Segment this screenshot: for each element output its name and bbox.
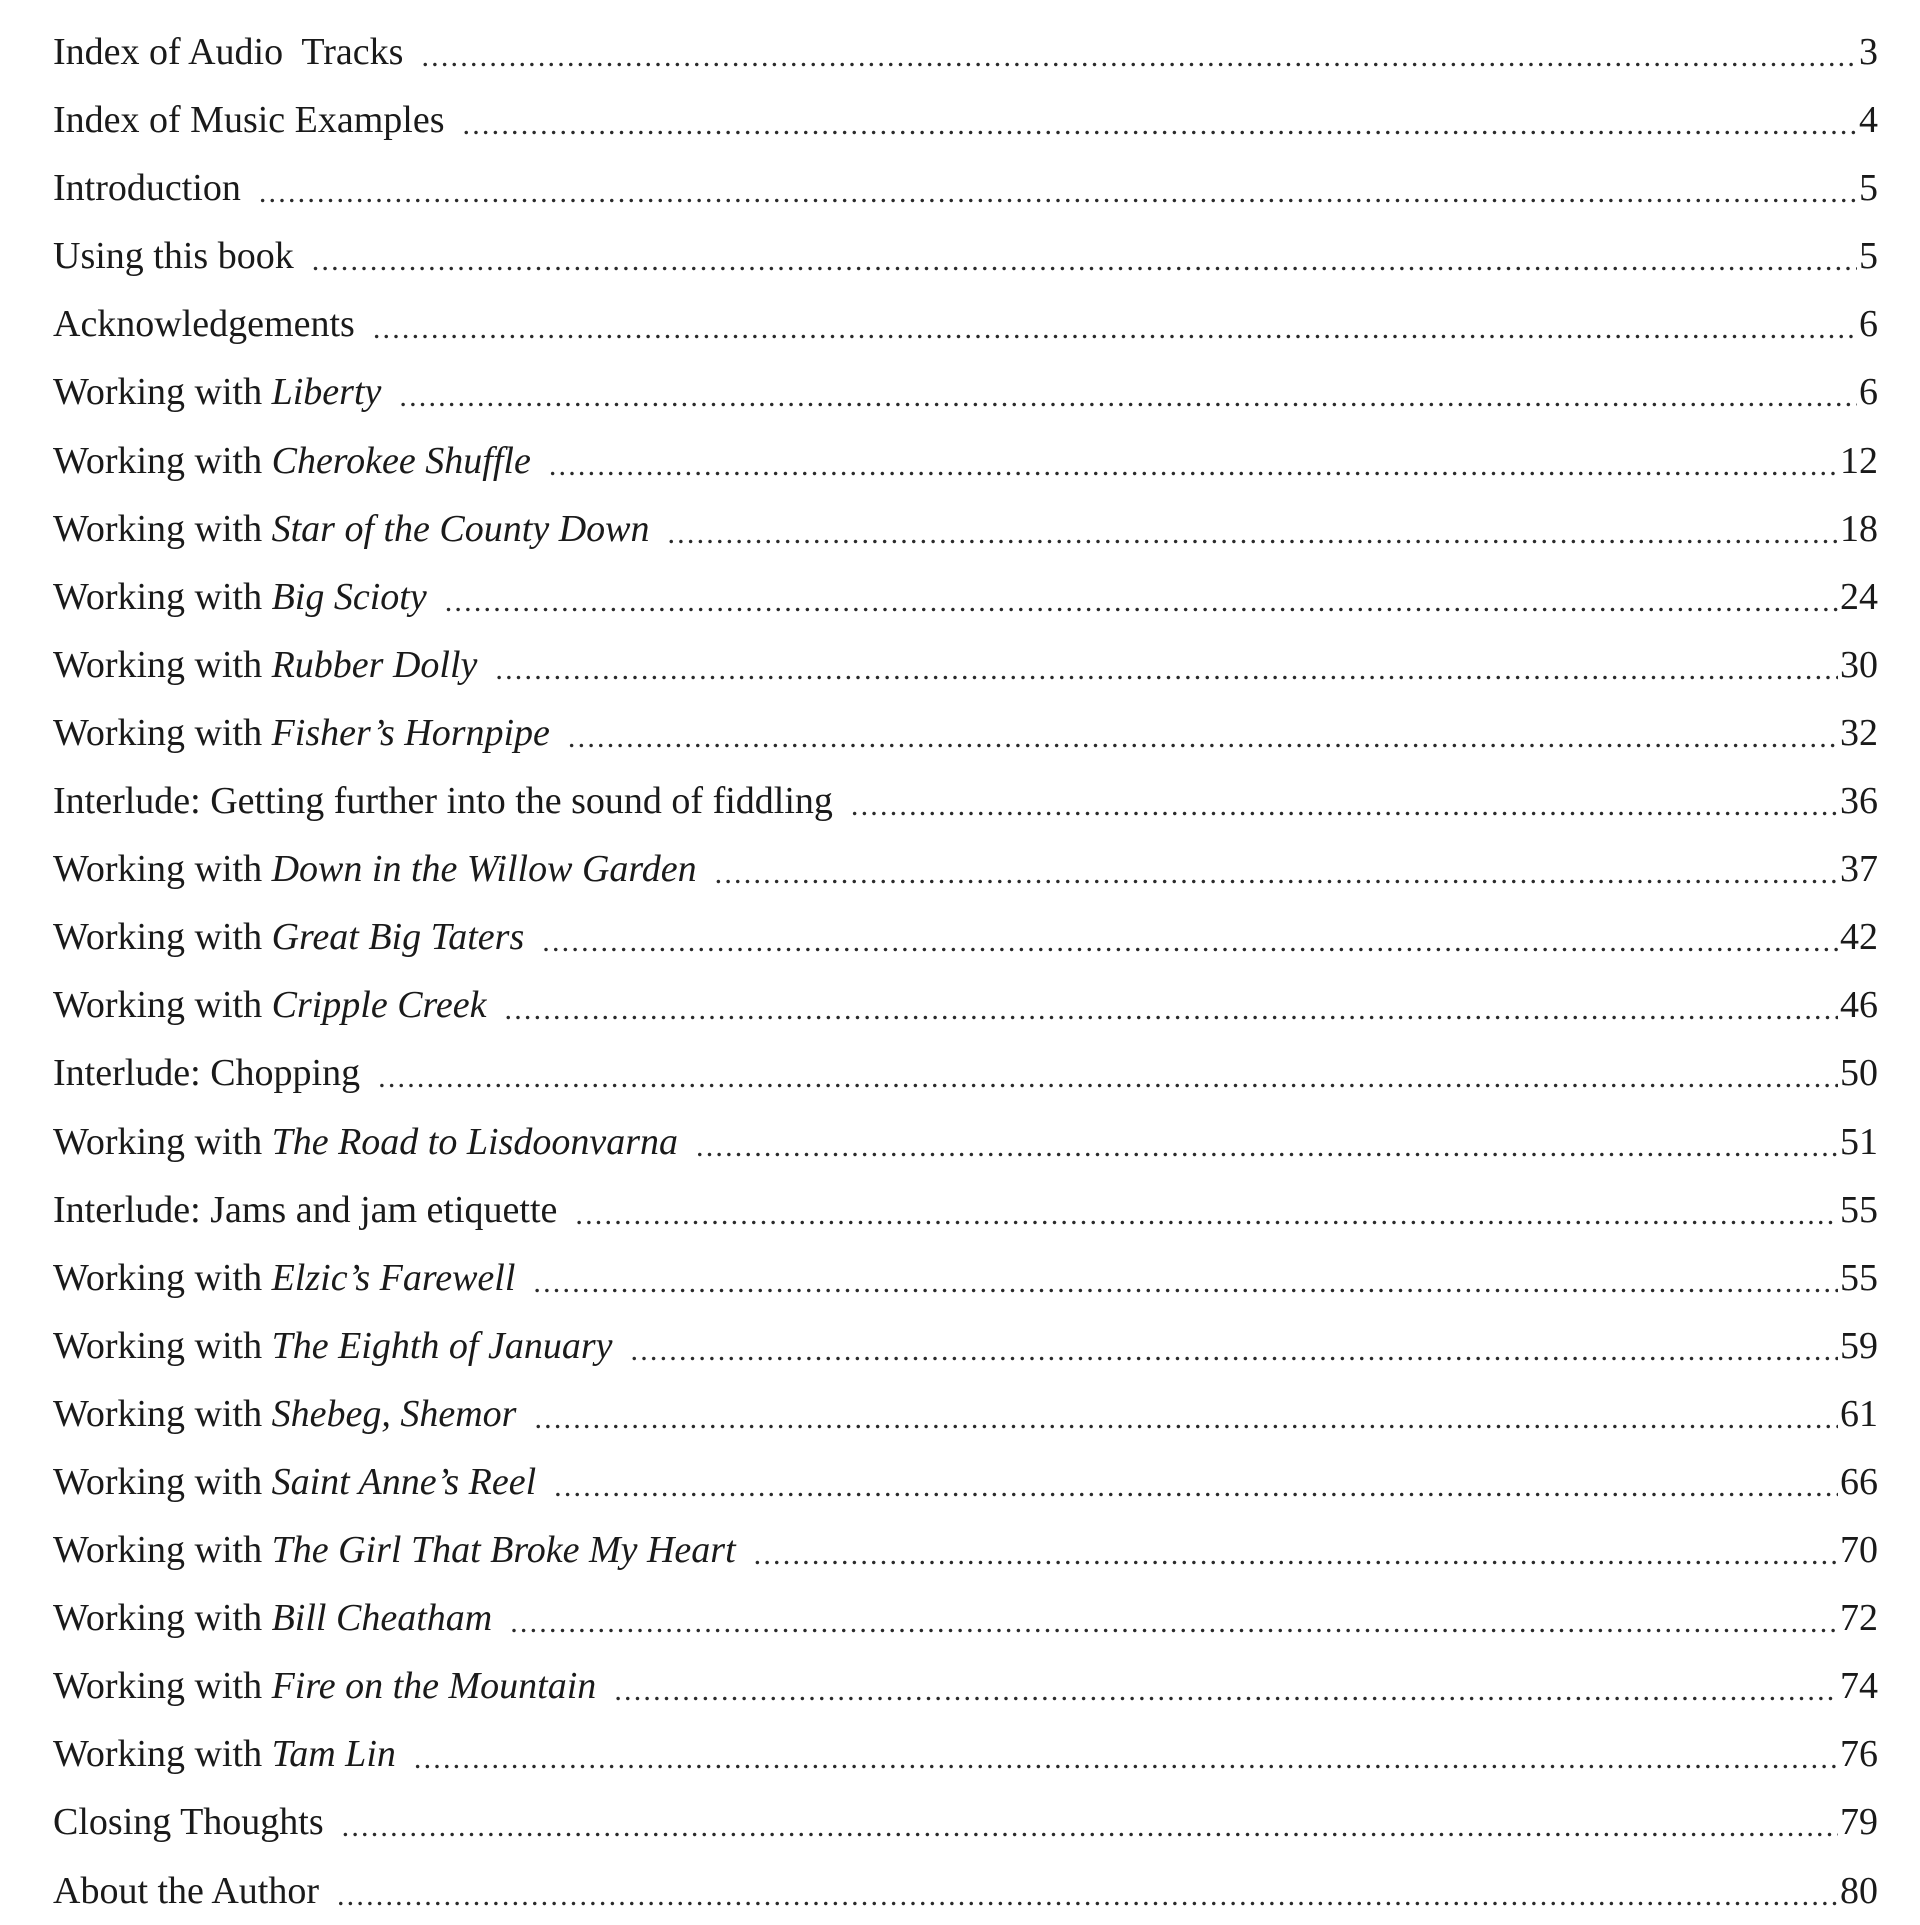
table-of-contents: [0, 18, 1920, 1925]
toc-entry-tune-title: Shebeg, Shemor: [271, 1392, 517, 1435]
toc-entry-title: [53, 167, 245, 210]
dot-leader: [495, 645, 1838, 685]
toc-entry-page-number: 24: [1840, 575, 1878, 618]
toc-entry: [0, 767, 1920, 835]
toc-entry-label: Working with: [53, 1460, 272, 1503]
toc-entry-tune-title: Cripple Creek: [271, 984, 487, 1027]
toc-entry-page-number: 55: [1840, 1188, 1878, 1231]
toc-entry-page-number: 12: [1840, 439, 1878, 482]
toc-row: [53, 835, 1878, 903]
dot-leader: [667, 509, 1838, 549]
dot-leader: [342, 1802, 1838, 1842]
toc-entry-label: Working with: [53, 984, 272, 1027]
toc-row: [53, 86, 1878, 154]
toc-entry: [0, 1857, 1920, 1925]
toc-entry-label: Working with: [53, 1665, 272, 1708]
toc-entry-tune-title: Bill Cheatham: [271, 1597, 493, 1640]
toc-entry-label: Working with: [53, 575, 272, 618]
toc-entry-title: [53, 916, 528, 959]
dot-leader: [533, 1258, 1838, 1298]
toc-entry: [0, 1788, 1920, 1856]
toc-entry: [0, 86, 1920, 154]
toc-entry: [0, 495, 1920, 563]
toc-entry-tune-title: Elzic’s Farewell: [271, 1256, 516, 1299]
toc-entry-title: [53, 1052, 364, 1095]
dot-leader: [614, 1666, 1838, 1706]
toc-entry-tune-title: Great Big Taters: [271, 916, 525, 959]
toc-entry-title: [53, 848, 701, 891]
toc-row: [53, 767, 1878, 835]
toc-entry-tune-title: Cherokee Shuffle: [271, 439, 531, 482]
toc-entry-label: Using this book: [53, 235, 294, 278]
dot-leader: [259, 168, 1857, 208]
toc-row: [53, 358, 1878, 426]
toc-entry-tune-title: Tam Lin: [271, 1733, 396, 1776]
toc-entry-label: Working with: [53, 507, 272, 550]
toc-entry-tune-title: Liberty: [271, 371, 382, 414]
toc-row: [53, 290, 1878, 358]
dot-leader: [312, 236, 1857, 276]
toc-entry-label: Working with: [53, 439, 272, 482]
toc-entry: [0, 903, 1920, 971]
dot-leader: [542, 917, 1838, 957]
dot-leader: [549, 441, 1838, 481]
toc-entry-title: [53, 1597, 496, 1640]
toc-entry: [0, 835, 1920, 903]
toc-entry-page-number: 18: [1840, 507, 1878, 550]
toc-entry: [0, 1244, 1920, 1312]
dot-leader: [696, 1122, 1838, 1162]
toc-entry-tune-title: Saint Anne’s Reel: [271, 1460, 537, 1503]
toc-entry-tune-title: Rubber Dolly: [271, 643, 478, 686]
toc-entry-title: [53, 1733, 400, 1776]
toc-row: [53, 1176, 1878, 1244]
dot-leader: [631, 1326, 1839, 1366]
dot-leader: [463, 100, 1857, 140]
toc-row: [53, 1039, 1878, 1107]
toc-row: [53, 1720, 1878, 1788]
toc-row: [53, 699, 1878, 767]
toc-row: [53, 1516, 1878, 1584]
dot-leader: [575, 1190, 1838, 1230]
toc-entry: [0, 1176, 1920, 1244]
toc-entry-title: [53, 1460, 540, 1503]
toc-entry-page-number: 51: [1840, 1120, 1878, 1163]
toc-entry-label: Index of Audio Tracks: [53, 31, 404, 73]
toc-entry-title: [53, 780, 837, 823]
toc-entry-label: Closing Thoughts: [53, 1801, 324, 1844]
toc-entry-label: Working with: [53, 1529, 272, 1572]
toc-entry-page-number: 3: [1859, 31, 1878, 73]
toc-row: [53, 1788, 1878, 1856]
toc-entry-label: Working with: [53, 1392, 272, 1435]
toc-entry-page-number: 30: [1840, 643, 1878, 686]
toc-entry-page-number: 72: [1840, 1597, 1878, 1640]
toc-entry-page-number: 59: [1840, 1324, 1878, 1367]
toc-entry-page-number: 74: [1840, 1665, 1878, 1708]
toc-entry-page-number: 37: [1840, 848, 1878, 891]
toc-entry-page-number: 36: [1840, 780, 1878, 823]
toc-entry: [0, 1652, 1920, 1720]
toc-entry-title: [53, 711, 554, 754]
toc-entry: [0, 631, 1920, 699]
dot-leader: [754, 1530, 1838, 1570]
toc-entry-label: Working with: [53, 1733, 272, 1776]
toc-entry-title: [53, 439, 535, 482]
toc-entry-label: Working with: [53, 1256, 272, 1299]
toc-row: [53, 1652, 1878, 1720]
toc-entry-label: Working with: [53, 1324, 272, 1367]
toc-entry-label: Working with: [53, 711, 272, 754]
toc-row: [53, 1448, 1878, 1516]
dot-leader: [715, 849, 1838, 889]
toc-row: [53, 971, 1878, 1039]
toc-entry-label: Index of Music Examples: [53, 99, 445, 142]
toc-entry: [0, 154, 1920, 222]
dot-leader: [373, 304, 1857, 344]
toc-entry-title: [53, 1120, 682, 1163]
toc-entry: [0, 427, 1920, 495]
toc-entry-title: [53, 99, 449, 142]
dot-leader: [421, 32, 1857, 72]
toc-entry-page-number: 76: [1840, 1733, 1878, 1776]
toc-entry: [0, 1448, 1920, 1516]
toc-entry-label: Interlude: Jams and jam etiquette: [53, 1188, 558, 1231]
dot-leader: [505, 985, 1838, 1025]
toc-row: [53, 1312, 1878, 1380]
toc-row: [53, 1584, 1878, 1652]
toc-entry-title: [53, 507, 653, 550]
toc-entry-title: [53, 643, 481, 686]
toc-entry-page-number: 61: [1840, 1392, 1878, 1435]
dot-leader: [554, 1462, 1838, 1502]
toc-entry-label: Interlude: Chopping: [53, 1052, 361, 1095]
toc-row: [53, 631, 1878, 699]
toc-entry-page-number: 32: [1840, 711, 1878, 754]
toc-entry: [0, 1720, 1920, 1788]
toc-entry-title: [53, 1529, 740, 1572]
toc-entry-tune-title: The Girl That Broke My Heart: [271, 1529, 736, 1572]
toc-entry-page-number: 70: [1840, 1529, 1878, 1572]
toc-entry-page-number: 42: [1840, 916, 1878, 959]
toc-entry: [0, 563, 1920, 631]
toc-row: [53, 1857, 1878, 1925]
toc-row: [53, 154, 1878, 222]
toc-row: [53, 1244, 1878, 1312]
toc-entry: [0, 699, 1920, 767]
toc-entry-title: [53, 575, 431, 618]
toc-row: [53, 18, 1878, 86]
dot-leader: [337, 1871, 1838, 1911]
toc-entry: [0, 1516, 1920, 1584]
toc-entry: [0, 358, 1920, 426]
toc-row: [53, 563, 1878, 631]
toc-entry-page-number: 4: [1859, 99, 1878, 142]
toc-entry-title: [53, 984, 491, 1027]
toc-entry: [0, 971, 1920, 1039]
toc-row: [53, 495, 1878, 563]
toc-entry-title: [53, 1324, 617, 1367]
toc-entry: [0, 1312, 1920, 1380]
toc-entry-title: [53, 1665, 600, 1708]
toc-entry-tune-title: Big Scioty: [271, 575, 427, 618]
toc-entry-tune-title: Fire on the Mountain: [271, 1665, 597, 1708]
toc-entry-title: [53, 33, 407, 71]
toc-entry: [0, 18, 1920, 86]
dot-leader: [851, 781, 1838, 821]
toc-entry-label: Interlude: Getting further into the sound of fiddling: [53, 780, 833, 823]
toc-entry-title: [53, 1801, 328, 1844]
toc-entry-label: Working with: [53, 916, 272, 959]
toc-entry-title: [53, 235, 298, 278]
toc-entry-label: About the Author: [53, 1869, 319, 1912]
toc-entry-title: [53, 1188, 561, 1231]
toc-entry: [0, 1584, 1920, 1652]
toc-entry-title: [53, 371, 385, 414]
toc-row: [53, 1380, 1878, 1448]
toc-entry-tune-title: Fisher’s Hornpipe: [271, 711, 550, 754]
toc-entry-label: Working with: [53, 1597, 272, 1640]
toc-entry-label: Working with: [53, 371, 272, 414]
toc-row: [53, 1108, 1878, 1176]
toc-entry-title: [53, 1392, 520, 1435]
toc-entry-page-number: 5: [1859, 235, 1878, 278]
toc-entry-tune-title: The Eighth of January: [271, 1324, 613, 1367]
dot-leader: [414, 1734, 1838, 1774]
toc-entry-label: Acknowledgements: [53, 303, 355, 346]
toc-entry-page-number: 46: [1840, 984, 1878, 1027]
toc-entry-page-number: 50: [1840, 1052, 1878, 1095]
toc-row: [53, 427, 1878, 495]
dot-leader: [534, 1394, 1838, 1434]
toc-entry-tune-title: The Road to Lisdoonvarna: [271, 1120, 678, 1163]
toc-row: [53, 903, 1878, 971]
toc-entry-page-number: 79: [1840, 1801, 1878, 1844]
dot-leader: [445, 577, 1838, 617]
toc-entry-page-number: 6: [1859, 371, 1878, 414]
dot-leader: [510, 1598, 1838, 1638]
toc-entry-page-number: 80: [1840, 1869, 1878, 1912]
toc-entry-label: Working with: [53, 643, 272, 686]
toc-entry-title: [53, 1869, 323, 1912]
dot-leader: [378, 1053, 1838, 1093]
toc-entry-label: Working with: [53, 1120, 272, 1163]
dot-leader: [568, 713, 1838, 753]
toc-entry-label: Working with: [53, 848, 272, 891]
toc-entry-page-number: 6: [1859, 303, 1878, 346]
toc-entry: [0, 1108, 1920, 1176]
toc-entry-page-number: 5: [1859, 167, 1878, 210]
toc-entry-page-number: 55: [1840, 1256, 1878, 1299]
dot-leader: [399, 372, 1857, 412]
toc-entry: [0, 1039, 1920, 1107]
toc-entry-label: Introduction: [53, 167, 241, 210]
toc-entry-title: [53, 1256, 519, 1299]
toc-entry: [0, 1380, 1920, 1448]
toc-entry-title: [53, 303, 359, 346]
toc-entry: [0, 290, 1920, 358]
toc-entry-tune-title: Star of the County Down: [271, 507, 650, 550]
toc-entry-tune-title: Down in the Willow Garden: [271, 848, 697, 891]
toc-row: [53, 222, 1878, 290]
toc-entry-page-number: 66: [1840, 1460, 1878, 1503]
toc-entry: [0, 222, 1920, 290]
